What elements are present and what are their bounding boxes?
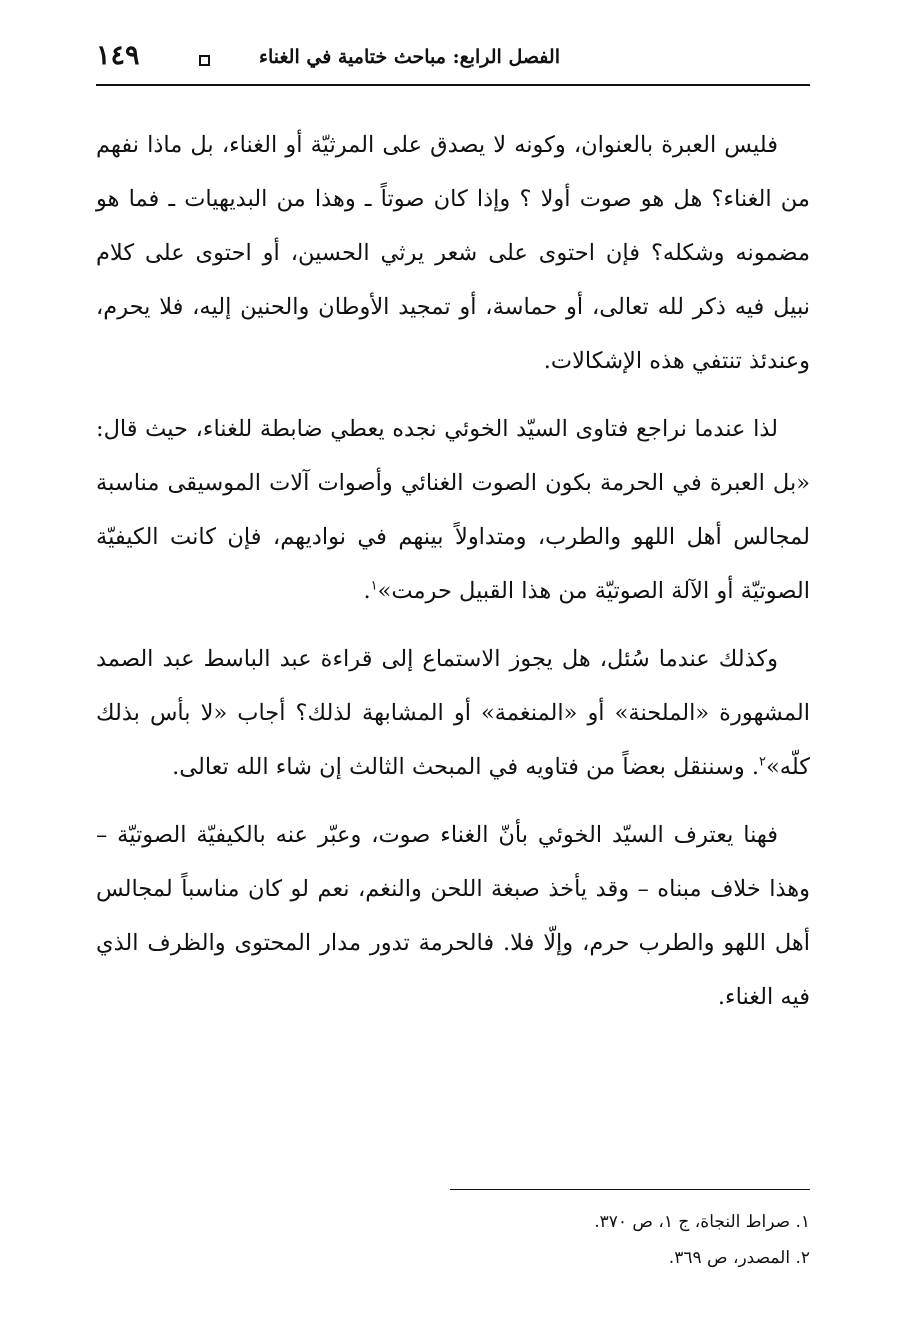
page-header: [96, 40, 810, 86]
paragraph-4: فهنا يعترف السيّد الخوئي بأنّ الغناء صوت، وعبّر عنه بالكيفيّة الصوتيّة – وهذا خلاف مبناه – وقد يأخذ صبغة اللحن والنغم، نعم لو كان مناسباً لمجالس أهل اللهو والطرب حرم، وإلّا فلا. فالحرمة تدور مدار المحتوى والظرف الذي فيه الغناء.: [96, 822, 810, 1010]
square-ornament-icon: [199, 55, 210, 66]
footnote-ref-2[interactable]: ٢: [759, 754, 766, 770]
paragraph-1: فليس العبرة بالعنوان، وكونه لا يصدق على المرثيّة أو الغناء، بل ماذا نفهم من الغناء؟ هل هو صوت أولا ؟ وإذا كان صوتاً ـ وهذا من البديهيات ـ فما هو مضمونه وشكله؟ فإن احتوى على شعر يرثي الحسين، أو احتوى على كلام نبيل فيه ذكر لله تعالى، أو حماسة، أو تمجيد الأوطان والحنين إليه، فلا يحرم، وعندئذ تنتفي هذه الإشكالات.: [96, 132, 810, 374]
footnote-ref-1[interactable]: ١: [370, 578, 378, 594]
page-number: ١٤٩: [96, 40, 140, 71]
paragraph-3: وكذلك عندما سُئل، هل يجوز الاستماع إلى قراءة عبد الباسط عبد الصمد المشهورة «الملحنة» أو «المنغمة» أو المشابهة لذلك؟ أجاب «لا بأس بذلك كلّه»$^٢$. وسننقل بعضاً من فتاويه في المبحث الثالث إن شاء الله تعالى.: [96, 646, 810, 780]
footnote-1: ١. صراط النجاة، ج ١، ص ٣٧٠.: [594, 1212, 810, 1232]
paragraph-2: لذا عندما نراجع فتاوى السيّد الخوئي نجده يعطي ضابطة للغناء، حيث قال: «بل العبرة في الحرمة بكون الصوت الغنائي وأصوات آلات الموسيقى مناسبة لمجالس أهل اللهو والطرب، ومتداولاً بينهم في نواديهم، فإن كانت الكيفيّة الصوتيّة أو الآلة الصوتيّة من هذا القبيل حرمت»$^١$.: [96, 416, 810, 604]
footnote-2: ٢. المصدر، ص ٣٦٩.: [668, 1248, 810, 1268]
footnote-divider: [450, 1189, 810, 1190]
running-head: الفصل الرابع: مباحث ختامية في الغناء: [259, 46, 560, 68]
body-text: [96, 118, 810, 1024]
footnotes: [96, 1204, 810, 1276]
